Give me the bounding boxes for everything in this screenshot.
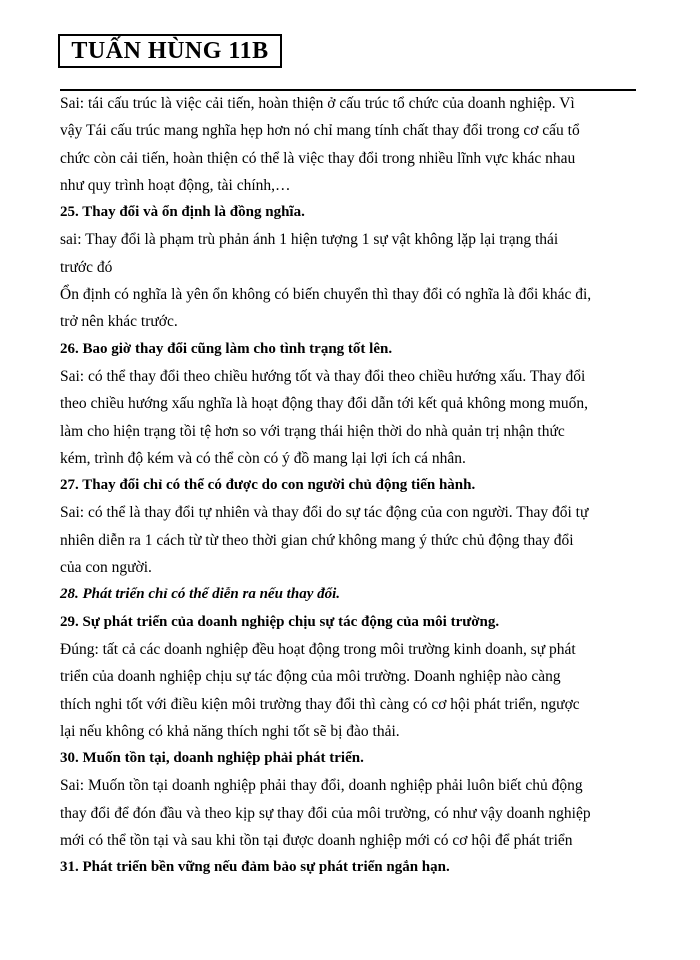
body-line: kém, trình độ kém và có thể còn có ý đồ mang lại lợi ích cá nhân. [60,449,466,467]
body-line: Sai: có thể thay đổi theo chiều hướng tốt và thay đổi theo chiều hướng xấu. Thay đổi [60,367,586,385]
body-line: Sai: có thể là thay đổi tự nhiên và thay đổi do sự tác động của con người. Thay đổi tự [60,504,589,522]
body-line: Ổn định có nghĩa là yên ổn không có biến chuyển thì thay đổi có nghĩa là đổi khác đi, [60,286,592,304]
header-title-box [58,34,282,68]
body-line: của con người. [60,559,152,577]
body-line: thích nghi tốt với điều kiện môi trường thay đổi thì càng có cơ hội phát triển, ngược [60,695,580,713]
body-line: thay đổi để đón đầu và theo kịp sự thay đổi của môi trường, có như vậy doanh nghiệp [60,804,591,822]
body-line: vậy Tái cấu trúc mang nghĩa hẹp hơn nó chỉ mang tính chất thay đổi trong cơ cấu tổ [60,122,580,140]
body-line: sai: Thay đổi là phạm trù phản ánh 1 hiện tượng 1 sự vật không lặp lại trạng thái [60,231,559,249]
question-heading: 31. Phát triển bền vững nếu đảm bảo sự phát triển ngắn hạn. [60,859,450,876]
question-heading: 25. Thay đổi và ổn định là đồng nghĩa. [60,204,305,221]
body-line: lại nếu không có khả năng thích nghi tốt sẽ bị đào thải. [60,722,400,740]
body-line: Sai: tái cấu trúc là việc cải tiến, hoàn thiện ở cấu trúc tổ chức của doanh nghiệp. Vì [60,95,575,112]
body-line: chức còn cải tiến, hoàn thiện có thể là việc thay đổi trong nhiều lĩnh vực khác nhau [60,149,576,167]
body-line: theo chiều hướng xấu nghĩa là hoạt động thay đổi dẫn tới kết quả không mong muốn, [60,395,589,413]
body-line: triển của doanh nghiệp chịu sự tác động của môi trường. Doanh nghiệp nào càng [60,668,561,686]
question-heading: 27. Thay đổi chỉ có thể có được do con người chủ động tiến hành. [60,477,476,494]
body-line: trở nên khác trước. [60,313,178,331]
page-title: TUẤN HÙNG 11B [71,37,269,64]
body-line: trước đó [60,258,113,276]
body-line: mới có thể tồn tại và sau khi tồn tại được doanh nghiệp mới có cơ hội để phát triển [60,832,573,850]
body-line: Sai: Muốn tồn tại doanh nghiệp phải thay đổi, doanh nghiệp phải luôn biết chủ động [60,777,583,795]
question-heading: 26. Bao giờ thay đổi cũng làm cho tình trạng tốt lên. [60,340,393,357]
body-line: Đúng: tất cả các doanh nghiệp đều hoạt động trong môi trường kinh doanh, sự phát [60,640,576,658]
question-heading: 30. Muốn tồn tại, doanh nghiệp phải phát triển. [60,750,364,767]
question-heading: 28. Phát triển chỉ có thể diễn ra nếu thay đổi. [60,586,341,603]
body-line: làm cho hiện trạng tồi tệ hơn so với trạng thái hiện thời do nhà quản trị nhận thức [60,422,565,440]
body-line: như quy trình hoạt động, tài chính,… [60,176,291,194]
body-line: nhiên diễn ra 1 cách từ từ theo thời gian chứ không mang ý thức chủ động thay đổi [60,531,574,549]
document-body [60,90,640,882]
question-heading: 29. Sự phát triển của doanh nghiệp chịu sự tác động của môi trường. [60,613,500,630]
